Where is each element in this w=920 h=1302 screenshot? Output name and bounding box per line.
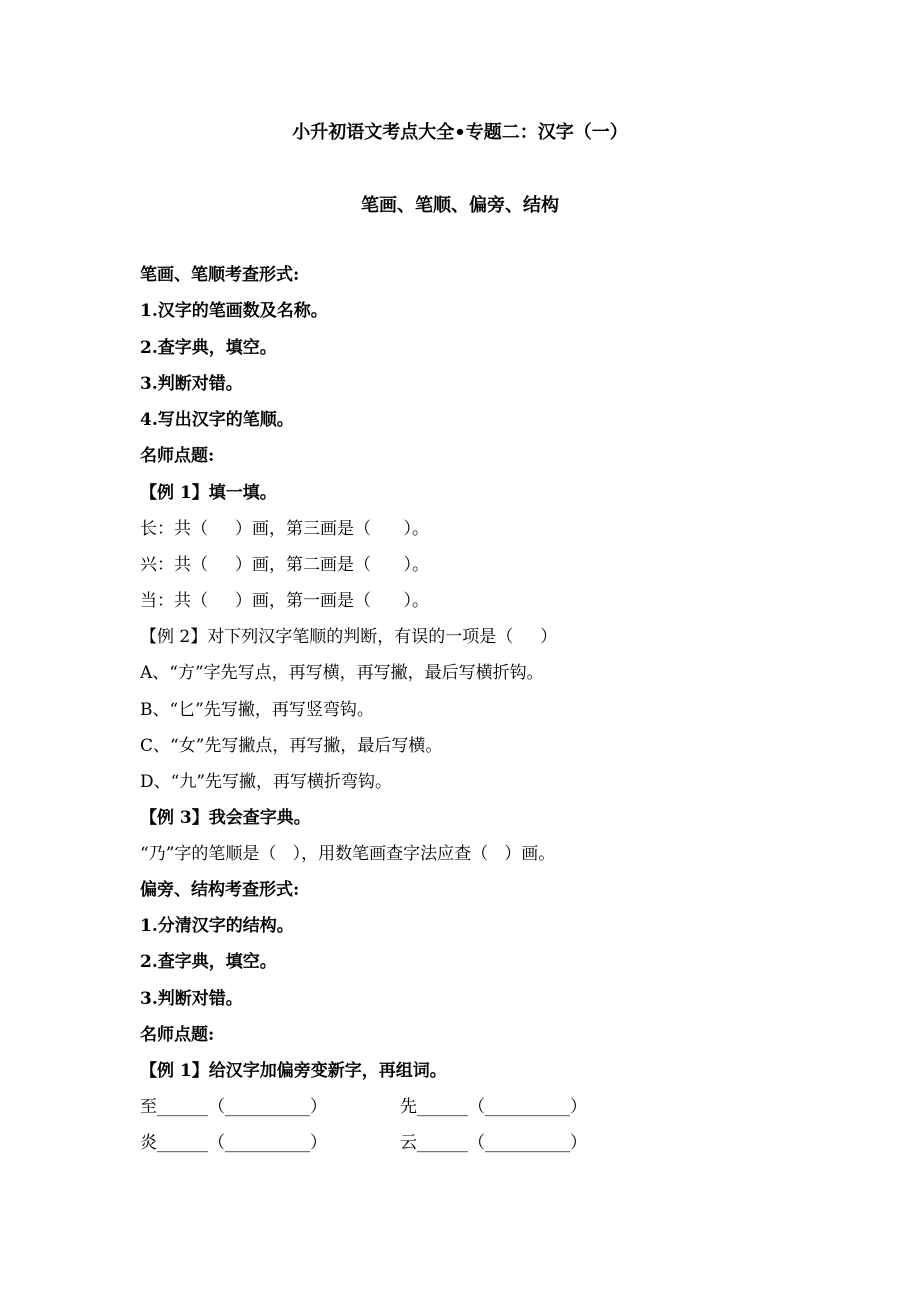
section2-item: 3.判断对错。 <box>140 989 243 1009</box>
example1-line: 长：共（ ）画，第三画是（ ）。 <box>140 519 429 539</box>
section2-example1-row-right: 云______（__________） <box>400 1133 587 1153</box>
section2-example1-label: 【例 1】给汉字加偏旁变新字，再组词。 <box>140 1061 447 1081</box>
section2-example1-row-left: 至______（__________） <box>140 1097 327 1117</box>
example3-label: 【例 3】我会查字典。 <box>140 808 311 828</box>
section2-item: 1.分清汉字的结构。 <box>140 916 294 936</box>
document-title: 小升初语文考点大全•专题二：汉字（一） <box>292 122 628 143</box>
example2-option: B、“匕”先写撇，再写竖弯钩。 <box>140 700 374 720</box>
example1-line: 兴：共（ ）画，第二画是（ ）。 <box>140 555 429 575</box>
example2-option: A、“方”字先写点，再写横，再写撇，最后写横折钩。 <box>140 663 544 683</box>
example2-label: 【例 2】对下列汉字笔顺的判断，有误的一项是（ ） <box>140 627 558 647</box>
example2-option: C、“女”先写撇点，再写撇，最后写横。 <box>140 736 443 756</box>
document-subtitle: 笔画、笔顺、偏旁、结构 <box>361 195 559 216</box>
section1-heading: 笔画、笔顺考查形式: <box>140 265 300 285</box>
example1-line: 当：共（ ）画，第一画是（ ）。 <box>140 591 429 611</box>
example2-option: D、“九”先写撇，再写横折弯钩。 <box>140 772 393 792</box>
section1-item: 4.写出汉字的笔顺。 <box>140 410 294 430</box>
section2-example1-row-left: 炎______（__________） <box>140 1133 327 1153</box>
section2-heading: 偏旁、结构考查形式: <box>140 880 300 900</box>
section1-item: 2.查字典，填空。 <box>140 338 277 358</box>
section2-example1-row-right: 先______（__________） <box>400 1097 587 1117</box>
section1-teacher-label: 名师点题: <box>140 446 215 466</box>
section1-item: 3.判断对错。 <box>140 374 243 394</box>
section1-item: 1.汉字的笔画数及名称。 <box>140 301 328 321</box>
section2-item: 2.查字典，填空。 <box>140 952 277 972</box>
example1-label: 【例 1】填一填。 <box>140 483 277 503</box>
section2-teacher-label: 名师点题: <box>140 1025 215 1045</box>
example3-line: “乃”字的笔顺是（ ），用数笔画查字法应查（ ）画。 <box>140 844 556 864</box>
